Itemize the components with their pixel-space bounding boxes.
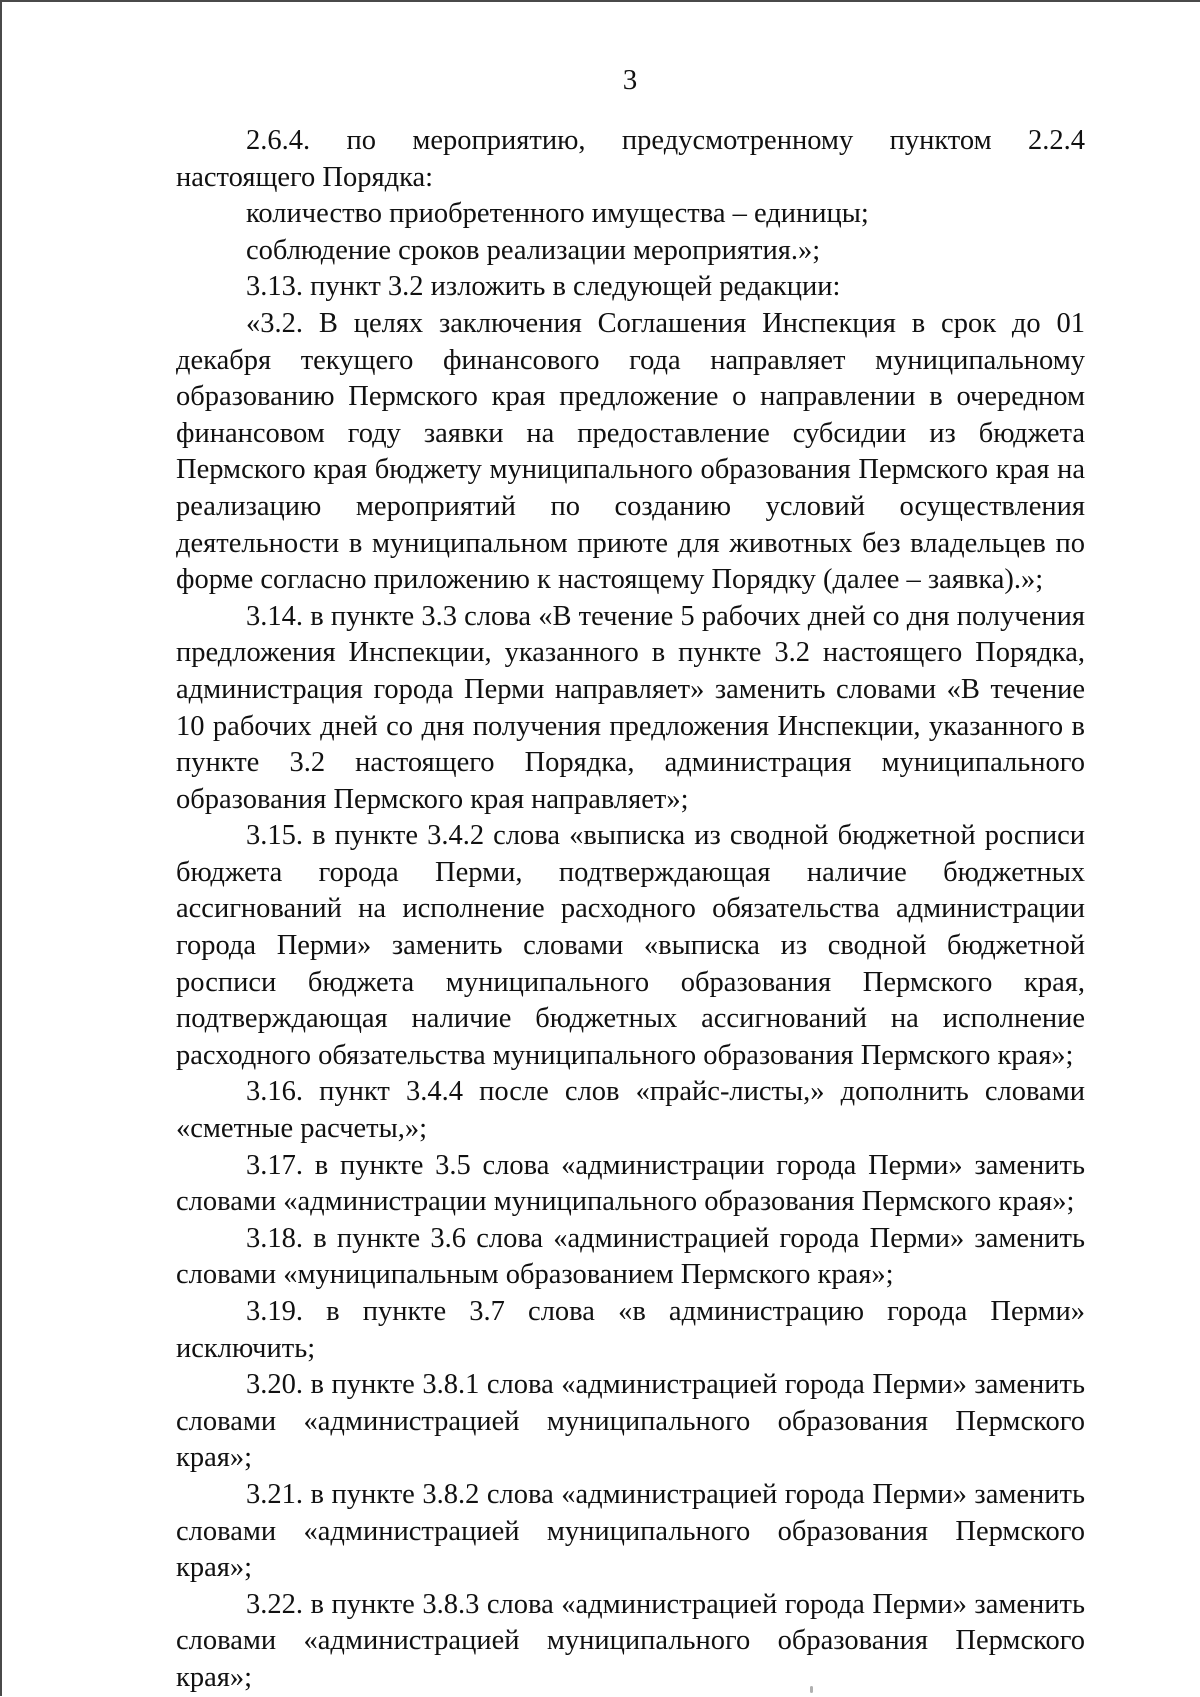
paragraph-3-17: 3.17. в пункте 3.5 слова «администрации города Перми» заменить словами «администрации муниципального образования Пермского края»; bbox=[176, 1149, 1085, 1218]
paragraph-3-18: 3.18. в пункте 3.6 слова «администрацией города Перми» заменить словами «муниципальным образованием Пермского края»; bbox=[176, 1222, 1085, 1291]
paragraph-3-2-new-text: «3.2. В целях заключения Соглашения Инспекция в срок до 01 декабря текущего финансового года направляет муниципальному образованию Пермского края предложение о направлении в очередном финансовом году заявки на предоставление субсидии из бюджета Пермского края бюджету муниципального образования Пермского края на реализацию мероприятий по созданию условий осуществления деятельности в муниципальном приюте для животных без владельцев по форме согласно приложению к настоящему Порядку (далее – заявка).»; bbox=[176, 307, 1085, 596]
paragraph-property-count: количество приобретенного имущества – единицы; bbox=[246, 198, 869, 230]
document-body bbox=[176, 123, 1085, 1697]
paragraph-2-6-4: 2.6.4. по мероприятию, предусмотренному пунктом 2.2.4 настоящего Порядка: bbox=[176, 125, 1085, 193]
scan-speck bbox=[810, 1686, 813, 1693]
paragraph-deadlines: соблюдение сроков реализации мероприятия.»; bbox=[246, 234, 821, 266]
paragraph-3-15: 3.15. в пункте 3.4.2 слова «выписка из сводной бюджетной росписи бюджета города Перми, подтверждающая наличие бюджетных ассигнований на исполнение расходного обязательства администрации города Перми» заменить словами «выписка из сводной бюджетной росписи бюджета муниципального образования Пермского края, подтверждающая наличие бюджетных ассигнований на исполнение расходного обязательства муниципального образования Пермского края»; bbox=[176, 820, 1085, 1071]
paragraph-3-13: 3.13. пункт 3.2 изложить в следующей редакции: bbox=[246, 271, 841, 303]
paragraph-3-16: 3.16. пункт 3.4.4 после слов «прайс-листы,» дополнить словами «сметные расчеты,»; bbox=[176, 1076, 1085, 1145]
paragraph-3-20: 3.20. в пункте 3.8.1 слова «администрацией города Перми» заменить словами «администрацией муниципального образования Пермского края»; bbox=[176, 1369, 1085, 1474]
page-number: 3 bbox=[622, 64, 638, 96]
page-edge-top bbox=[0, 0, 1200, 2]
paragraph-3-22: 3.22. в пункте 3.8.3 слова «администрацией города Перми» заменить словами «администрацией муниципального образования Пермского края»; bbox=[176, 1588, 1085, 1693]
page-edge-left bbox=[0, 0, 2, 1696]
paragraph-3-19: 3.19. в пункте 3.7 слова «в администрацию города Перми» исключить; bbox=[176, 1296, 1085, 1364]
paragraph-3-21: 3.21. в пункте 3.8.2 слова «администрацией города Перми» заменить словами «администрацией муниципального образования Пермского края»; bbox=[176, 1478, 1085, 1584]
paragraph-3-14: 3.14. в пункте 3.3 слова «В течение 5 рабочих дней со дня получения предложения Инспекции, указанного в пункте 3.2 настоящего Порядка, администрация города Перми направляет» заменить словами «В течение 10 рабочих дней со дня получения предложения Инспекции, указанного в пункте 3.2 настоящего Порядка, администрация муниципального образования Пермского края направляет»; bbox=[176, 600, 1085, 815]
